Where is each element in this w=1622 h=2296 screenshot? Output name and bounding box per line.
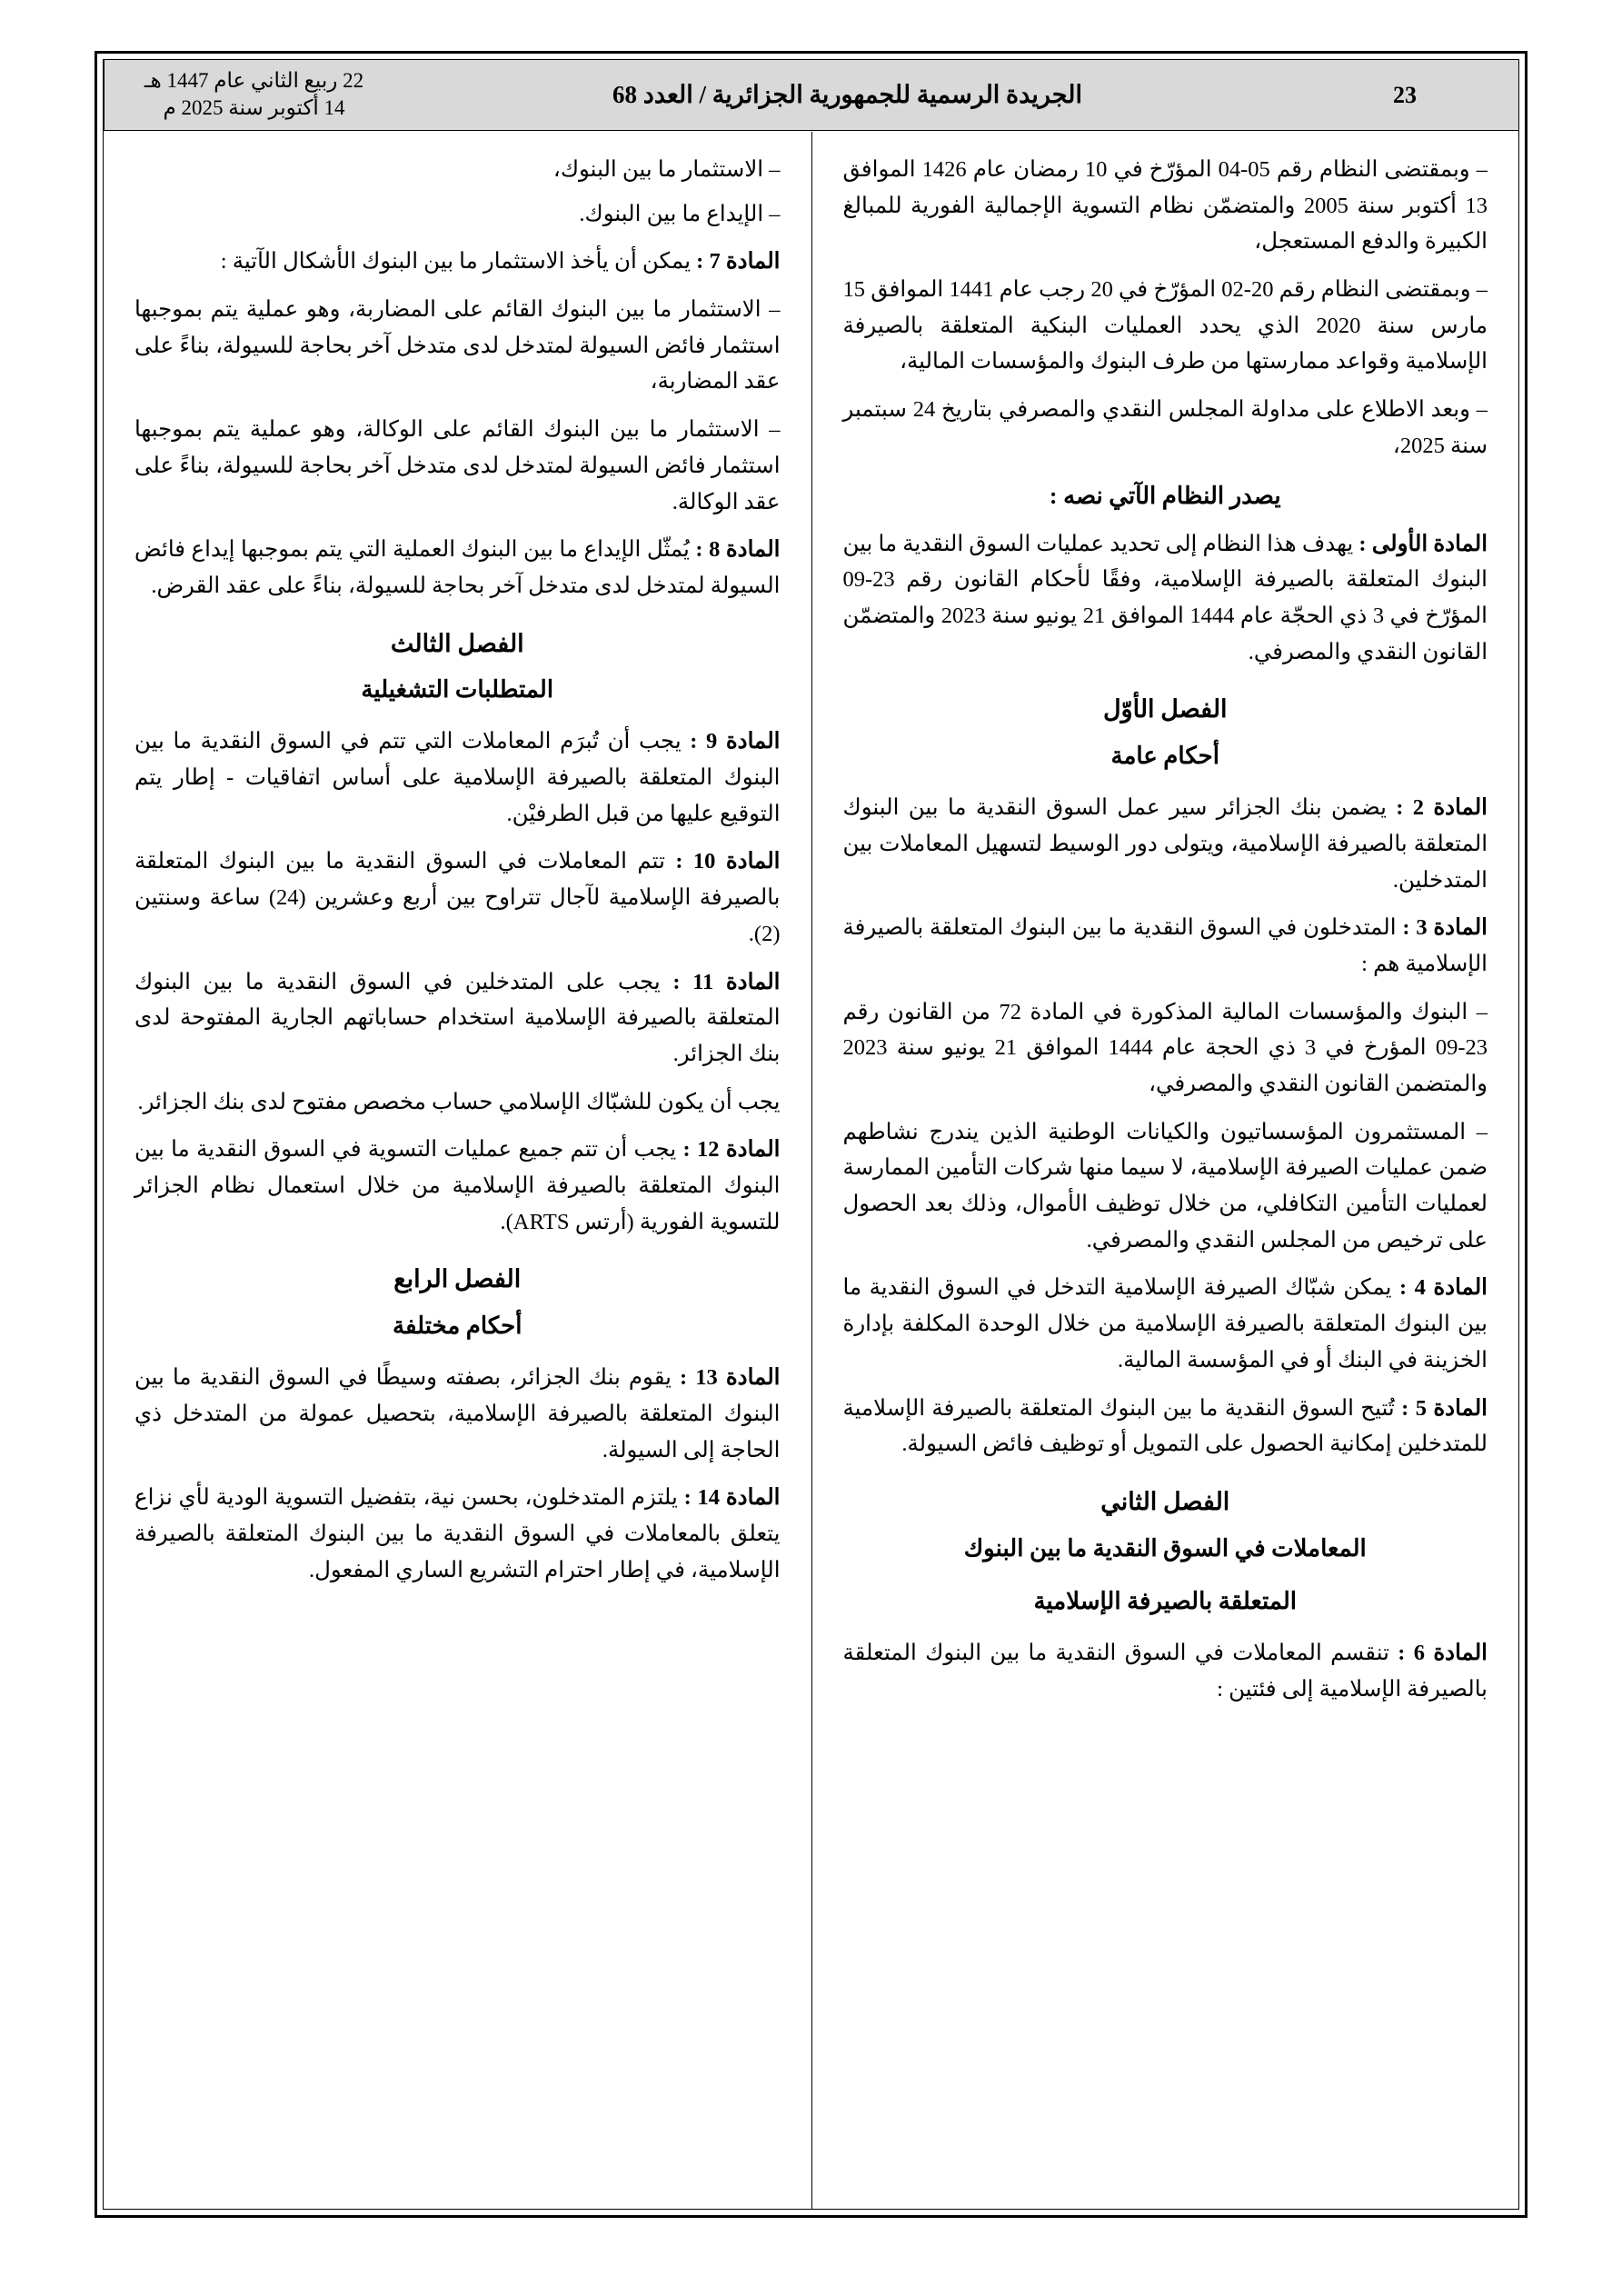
page-header xyxy=(104,60,1518,131)
paragraph-whereas-1: – وبمقتضى النظام رقم 05-04 المؤرّخ في 10 رمضان عام 1426 الموافق 13 أكتوبر سنة 2005 والمتضمّن نظام التسوية الإجمالية الفورية للمبالغ الكبيرة والدفع المستعجل، xyxy=(842,157,1488,255)
article-1-label: المادة الأولى : xyxy=(1358,531,1488,556)
article-7-item-2: – الاستثمار ما بين البنوك القائم على الوكالة، وهو عملية يتم بموجبها استثمار فائض السيولة لمتدخل لدى متدخل آخر بحاجة للسيولة، بناءً على عقد الوكالة. xyxy=(134,417,781,514)
article-7-label: المادة 7 : xyxy=(696,249,781,275)
article-6 xyxy=(843,1635,1488,1707)
article-12-text: يجب أن تتم جميع عمليات التسوية في السوق النقدية ما بين البنوك المتعلقة بالصيرفة الإسلامية من خلال استعمال نظام الجزائر للتسوية الفورية (أرتس ARTS). xyxy=(134,1137,781,1234)
article-14 xyxy=(134,1480,781,1588)
article-2 xyxy=(843,790,1488,898)
article-6-text: تنقسم المعاملات في السوق النقدية ما بين البنوك المتعلقة بالصيرفة الإسلامية إلى فئتين : xyxy=(842,1640,1488,1702)
article-1 xyxy=(843,526,1488,671)
article-9-label: المادة 9 : xyxy=(690,729,781,754)
article-5-label: المادة 5 : xyxy=(1401,1395,1488,1421)
page-border-outer xyxy=(95,51,1527,2218)
article-2-text: يضمن بنك الجزائر سير عمل السوق النقدية ما بين البنوك المتعلقة بالصيرفة الإسلامية، ويتولى دور الوسيط لتسهيل المعاملات بين المتدخلين. xyxy=(842,795,1488,893)
chapter-3-subtitle: المتطلبات التشغيلية xyxy=(361,676,554,704)
article-4-text: يمكن شبّاك الصيرفة الإسلامية التدخل في السوق النقدية ما بين البنوك المتعلقة بالصيرفة الإسلامية من خلال الوحدة المكلفة بإدارة الخزينة في البنك أو في المؤسسة المالية. xyxy=(842,1275,1488,1373)
article-10-label: المادة 10 : xyxy=(675,849,781,874)
article-3-item-1: – البنوك والمؤسسات المالية المذكورة في المادة 72 من القانون رقم 23-09 المؤرخ في 3 ذي الحجة عام 1444 الموافق 21 يونيو سنة 2023 والمتضمن القانون النقدي والمصرفي، xyxy=(842,999,1488,1097)
article-12-label: المادة 12 : xyxy=(682,1137,781,1163)
header-date-gregorian: 14 أكتوبر سنة 2025 م xyxy=(163,95,345,119)
header-page-number: 23 xyxy=(1393,81,1417,108)
article-14-text: يلتزم المتدخلون، بحسن نية، بتفضيل التسوية الودية لأي نزاع يتعلق بالمعاملات في السوق النقدية ما بين البنوك المتعلقة بالصيرفة الإسلامية، في إطار احترام التشريع الساري المفعول. xyxy=(134,1485,781,1582)
article-6-label: المادة 6 : xyxy=(1398,1640,1488,1665)
article-3-item-2: – المستثمرون المؤسساتيون والكيانات الوطنية الذين يندرج نشاطهم ضمن عمليات الصيرفة الإسلامية، لا سيما منها شركات التأمين الممارسة لعمليات التأمين التكافلي، من خلال توظيف الأموال، وذلك بعد الحصول على ترخيص من المجلس النقدي والمصرفي. xyxy=(842,1119,1488,1253)
article-4-label: المادة 4 : xyxy=(1398,1275,1488,1301)
article-7-item-1: – الاستثمار ما بين البنوك القائم على المضاربة، وهو عملية يتم بموجبها استثمار فائض السيولة لمتدخل لدى متدخل آخر بحاجة للسيولة، بناءً على عقد المضاربة، xyxy=(134,297,781,394)
chapter-4-title: الفصل الرابع xyxy=(393,1265,522,1293)
paragraph-whereas-2: – وبمقتضى النظام رقم 20-02 المؤرّخ في 20 رجب عام 1441 الموافق 15 مارس سنة 2020 الذي يحدد العمليات البنكية المتعلقة بالصيرفة الإسلامية وقواعد ممارستها من طرف البنوك والمؤسسات المالية، xyxy=(842,277,1488,374)
article-5-text: تُتيح السوق النقدية ما بين البنوك المتعلقة بالصيرفة الإسلامية للمتدخلين إمكانية الحصول على التمويل أو توظيف فائض السيولة. xyxy=(842,1395,1488,1457)
article-8 xyxy=(134,532,781,604)
chapter-2-subtitle-line2: المتعلقة بالصيرفة الإسلامية xyxy=(1033,1587,1298,1614)
article-6-item-1: – الاستثمار ما بين البنوك، xyxy=(552,157,781,182)
article-9 xyxy=(134,724,781,832)
article-11-extra: يجب أن يكون للشبّاك الإسلامي حساب مخصص مفتوح لدى بنك الجزائر. xyxy=(137,1089,781,1114)
article-12 xyxy=(134,1132,781,1240)
article-2-label: المادة 2 : xyxy=(1396,795,1488,821)
chapter-1-subtitle: أحكام عامة xyxy=(1110,743,1219,770)
article-11-text: يجب على المتدخلين في السوق النقدية ما بين البنوك المتعلقة بالصيرفة الإسلامية استخدام حساباتهم الجارية المفتوحة لدى بنك الجزائر. xyxy=(134,969,781,1066)
article-4 xyxy=(843,1270,1488,1378)
chapter-2-title: الفصل الثاني xyxy=(1100,1487,1230,1515)
article-1-text: يهدف هذا النظام إلى تحديد عمليات السوق النقدية ما بين البنوك المتعلقة بالصيرفة الإسلامية، وفقًا لأحكام القانون رقم 23-09 المؤرّخ في 3 ذي الحجّة عام 1444 الموافق 21 يونيو سنة 2023 والمتضمّن القانون النقدي والمصرفي. xyxy=(842,531,1488,664)
article-13 xyxy=(134,1360,781,1468)
article-9-text: يجب أن تُبرَم المعاملات التي تتم في السوق النقدية ما بين البنوك المتعلقة بالصيرفة الإسلامية على أساس اتفاقيات - إطار يتم التوقيع عليها من قبل الطرفيْن. xyxy=(134,729,781,826)
article-11-label: المادة 11 : xyxy=(672,969,781,994)
article-8-text: يُمثّل الإيداع ما بين البنوك العملية التي يتم بموجبها إيداع فائض السيولة لمتدخل لدى متدخل آخر بحاجة للسيولة، بناءً على عقد القرض. xyxy=(134,537,781,598)
column-right xyxy=(811,132,1519,2209)
article-7 xyxy=(134,244,781,280)
chapter-3-title: الفصل الثالث xyxy=(390,629,524,657)
paragraph-whereas-3: – وبعد الاطلاع على مداولة المجلس النقدي والمصرفي بتاريخ 24 سبتمبر سنة 2025، xyxy=(842,397,1488,458)
chapter-1-title: الفصل الأوّل xyxy=(1102,695,1228,724)
header-date-hijri: 22 ربيع الثاني عام 1447 هـ xyxy=(144,69,364,93)
issues-following-regulation: يصدر النظام الآتي نصه : xyxy=(1049,482,1281,509)
page-border-inner xyxy=(103,59,1519,2210)
article-11 xyxy=(134,964,781,1073)
article-3-text: المتدخلون في السوق النقدية ما بين البنوك المتعلقة بالصيرفة الإسلامية هم : xyxy=(842,915,1488,976)
article-13-label: المادة 13 : xyxy=(680,1365,781,1391)
article-5 xyxy=(843,1391,1488,1462)
article-10-text: تتم المعاملات في السوق النقدية ما بين البنوك المتعلقة بالصيرفة الإسلامية لآجال تتراوح بين أربع وعشرين (24) ساعة وسنتين (2). xyxy=(134,849,781,946)
chapter-2-subtitle-line1: المعاملات في السوق النقدية ما بين البنوك xyxy=(963,1534,1367,1562)
article-3-label: المادة 3 : xyxy=(1402,915,1488,941)
header-date xyxy=(104,60,403,130)
column-left xyxy=(104,132,811,2209)
article-14-label: المادة 14 : xyxy=(683,1485,781,1511)
header-journal-title: الجريدة الرسمية للجمهورية الجزائرية / العدد 68 xyxy=(612,81,1082,108)
chapter-4-subtitle: أحكام مختلفة xyxy=(393,1313,522,1340)
page-columns xyxy=(104,132,1518,2209)
article-3 xyxy=(843,910,1488,982)
article-6-item-2: – الإيداع ما بين البنوك. xyxy=(579,201,781,226)
article-13-text: يقوم بنك الجزائر، بصفته وسيطًا في السوق النقدية ما بين البنوك المتعلقة بالصيرفة الإسلامية، بتحصيل عمولة من المتدخل ذي الحاجة إلى السيولة. xyxy=(134,1365,781,1462)
article-8-label: المادة 8 : xyxy=(695,537,781,563)
article-10 xyxy=(134,844,781,952)
article-7-text: يمكن أن يأخذ الاستثمار ما بين البنوك الأشكال الآتية : xyxy=(220,249,697,275)
